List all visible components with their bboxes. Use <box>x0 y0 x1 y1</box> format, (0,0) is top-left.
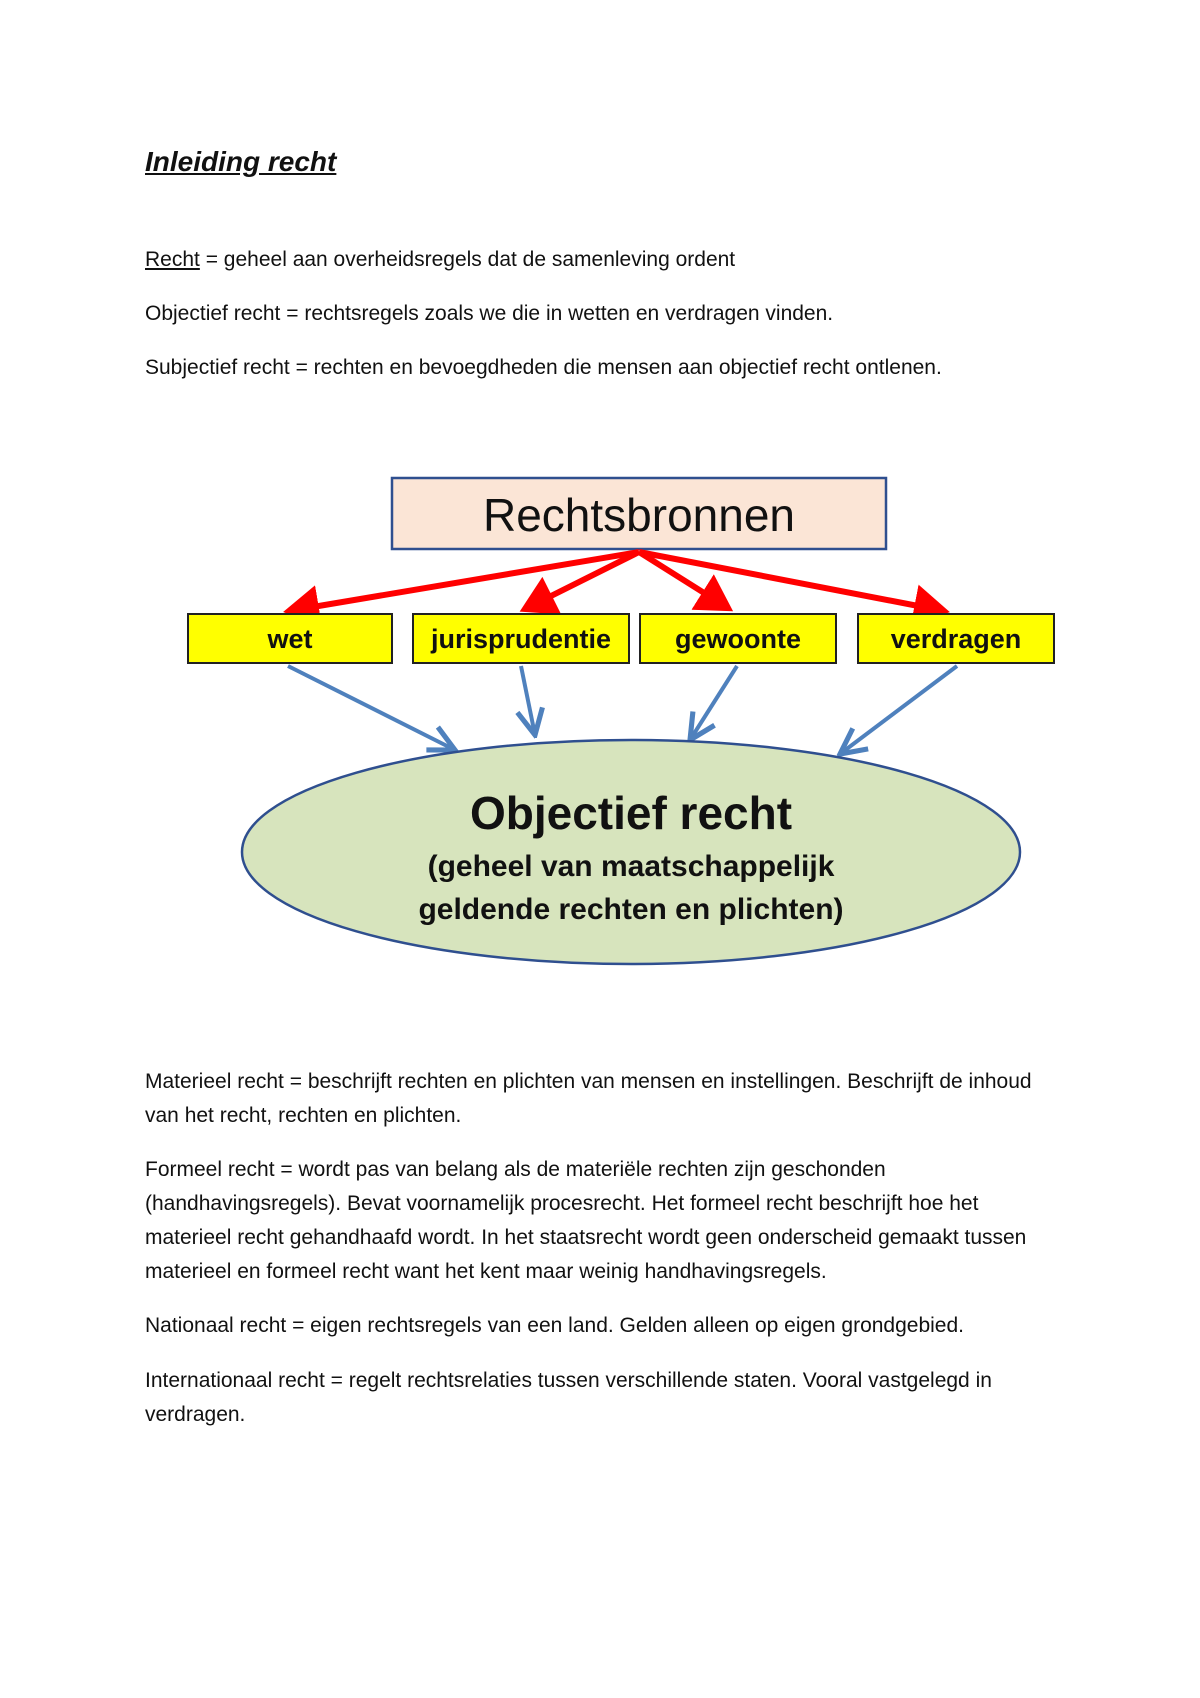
arrow-gewoonte-to-objectief <box>690 666 737 740</box>
definition-subjectief-recht: Subjectief recht = rechten en bevoegdheden die mensen aan objectief recht ontlenen. <box>145 356 942 379</box>
definition-objectief-recht: Objectief recht = rechtsregels zoals we die in wetten en verdragen vinden. <box>145 302 834 325</box>
arrow-verdragen-to-objectief <box>840 666 957 754</box>
source-label-wet: wet <box>267 624 313 654</box>
paragraph-materieel-recht: Materieel recht = beschrijft rechten en plichten van mensen en instellingen. Beschrijft de inhoud van het recht, rechten en plichten. <box>145 1070 1032 1127</box>
definition-text: = geheel aan overheidsregels dat de samenleving ordent <box>199 248 736 271</box>
arrow-wet-to-objectief <box>288 666 455 750</box>
source-label-verdragen: verdragen <box>890 624 1022 654</box>
paragraph-formeel-recht: Formeel recht = wordt pas van belang als de materiële rechten zijn geschonden (handhavingsregels). Bevat voornamelijk procesrecht. Het formeel recht beschrijft hoe het materieel recht gehandhaafd wordt. In het staatsrecht wordt geen onderscheid gemaakt tussen materieel en formeel recht want het kent maar weinig handhavingsregels. <box>145 1158 1027 1283</box>
ellipse-line-2: geldende rechten en plichten) <box>418 893 844 926</box>
definition-term: Recht <box>145 248 200 271</box>
paragraph-nationaal-recht: Nationaal recht = eigen rechtsregels van een land. Gelden alleen op eigen grondgebied. <box>145 1314 964 1337</box>
paragraph-internationaal-recht: Internationaal recht = regelt rechtsrelaties tussen verschillende staten. Vooral vastgelegd in verdragen. <box>145 1369 992 1426</box>
source-label-jurisprudentie: jurisprudentie <box>430 624 612 654</box>
rechtsbronnen-label: Rechtsbronnen <box>483 489 795 541</box>
ellipse-line-1: (geheel van maatschappelijk <box>427 850 835 883</box>
source-label-gewoonte: gewoonte <box>675 624 801 654</box>
red-arrows <box>289 552 944 611</box>
arrow-jurisprudentie-to-objectief <box>521 666 535 735</box>
ellipse-title: Objectief recht <box>469 787 793 839</box>
page-title: Inleiding recht <box>145 146 337 177</box>
